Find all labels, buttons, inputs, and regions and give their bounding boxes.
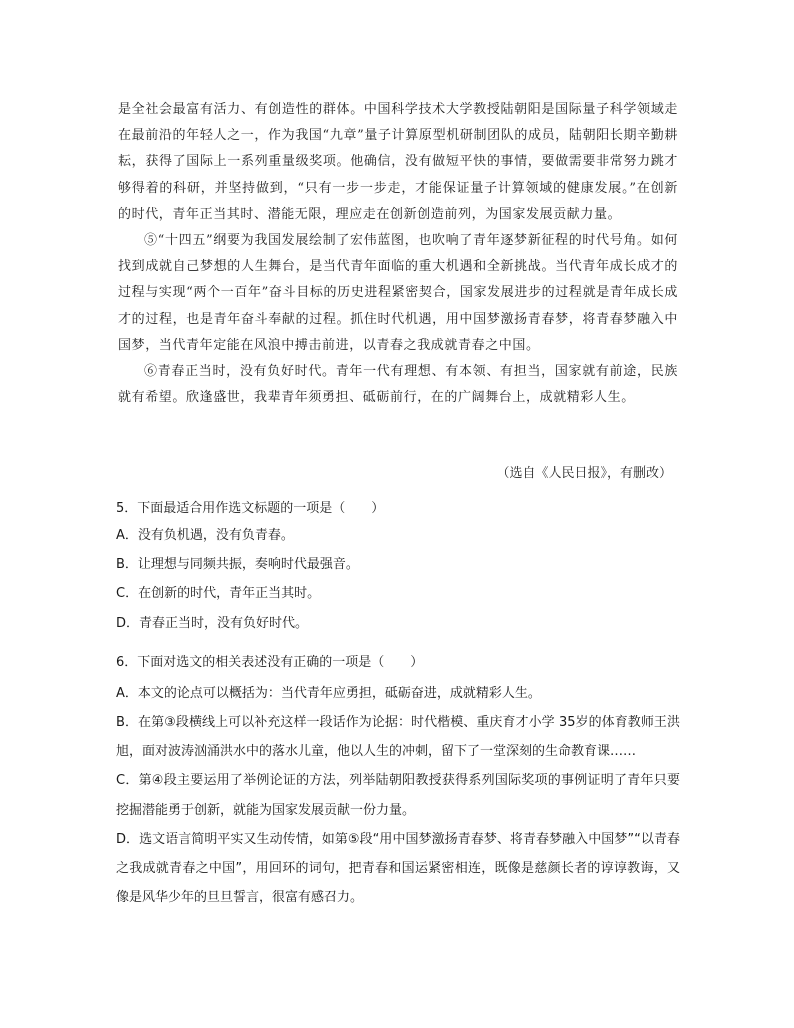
question-5 xyxy=(116,497,680,638)
option-b: B．在第③段横线上可以补充这样一段话作为论据：时代楷模、重庆育才小学 35岁的体育教师王洪旭，面对波涛汹涌洪水中的落水儿童，他以人生的冲刺，留下了一堂深刻的生命教育课…… xyxy=(116,715,680,760)
question-spacer xyxy=(116,638,680,651)
option-c: C．第④段主要运用了举例论证的方法，列举陆朝阳教授获得系列国际奖项的事例证明了青年只要挖掘潜能勇于创新，就能为国家发展贡献一份力量。 xyxy=(116,773,680,818)
reading-passage xyxy=(118,97,678,411)
option-d: D．青春正当时，没有负好时代。 xyxy=(116,615,309,631)
option-d: D．选文语言简明平实又生动传情，如第⑤段“用中国梦激扬青春梦、将青春梦融入中国梦”“以青春之我成就青春之中国”，用回环的词句，把青春和国运紧密相连，既像是慈颜长者的谆谆教诲，又像是风华少年的旦旦誓言，很富有感召力。 xyxy=(116,831,680,906)
question-stem: 6．下面对选文的相关表述没有正确的一项是（ ） xyxy=(116,654,424,670)
option-a: A．本文的论点可以概括为：当代青年应勇担，砥砺奋进，成就精彩人生。 xyxy=(116,685,541,701)
passage-source: （选自《人民日报》，有删改） xyxy=(496,466,672,481)
question-stem: 5．下面最适合用作选文标题的一项是（ ） xyxy=(116,501,385,516)
option-c: C．在创新的时代，青年正当其时。 xyxy=(116,586,321,602)
passage-paragraph-4: 是全社会最富有活力、有创造性的群体。中国科学技术大学教授陆朝阳是国际量子科学领域走在最前沿的年轻人之一，作为我国“九章”量子计算原型机研制团队的成员，陆朝阳长期辛勤耕耘，获得了国际上一系列重量级奖项。他确信，没有做短平快的事情，要做需要非常努力跳才够得着的科研，并坚持做到，“只有一步一步走，才能保证量子计算领域的健康发展。”在创新的时代，青年正当其时、潜能无限，理应走在创新创造前列，为国家发展贡献力量。 xyxy=(118,102,678,222)
option-b: B．让理想与同频共振，奏响时代最强音。 xyxy=(116,557,359,573)
question-6 xyxy=(116,651,680,913)
passage-paragraph-6: ⑥青春正当时，没有负好时代。青年一代有理想、有本领、有担当，国家就有前途，民族就有希望。欣逢盛世，我辈青年须勇担、砥砺前行，在的广阔舞台上，成就精彩人生。 xyxy=(118,364,678,406)
passage-paragraph-5: ⑤“十四五”纲要为我国发展绘制了宏伟蓝图，也吹响了青年逐梦新征程的时代号角。如何找到成就自己梦想的人生舞台，是当代青年面临的重大机遇和全新挑战。当代青年成长成才的过程与实现“两个一百年”奋斗目标的历史进程紧密契合，国家发展进步的过程就是青年成长成才的过程，也是青年奋斗奉献的过程。抓住时代机遇，用中国梦激扬青春梦，将青春梦融入中国梦，当代青年定能在风浪中搏击前进，以青春之我成就青春之中国。 xyxy=(118,233,678,353)
question-list xyxy=(116,497,680,912)
option-a: A．没有负机遇，没有负青春。 xyxy=(116,528,294,543)
